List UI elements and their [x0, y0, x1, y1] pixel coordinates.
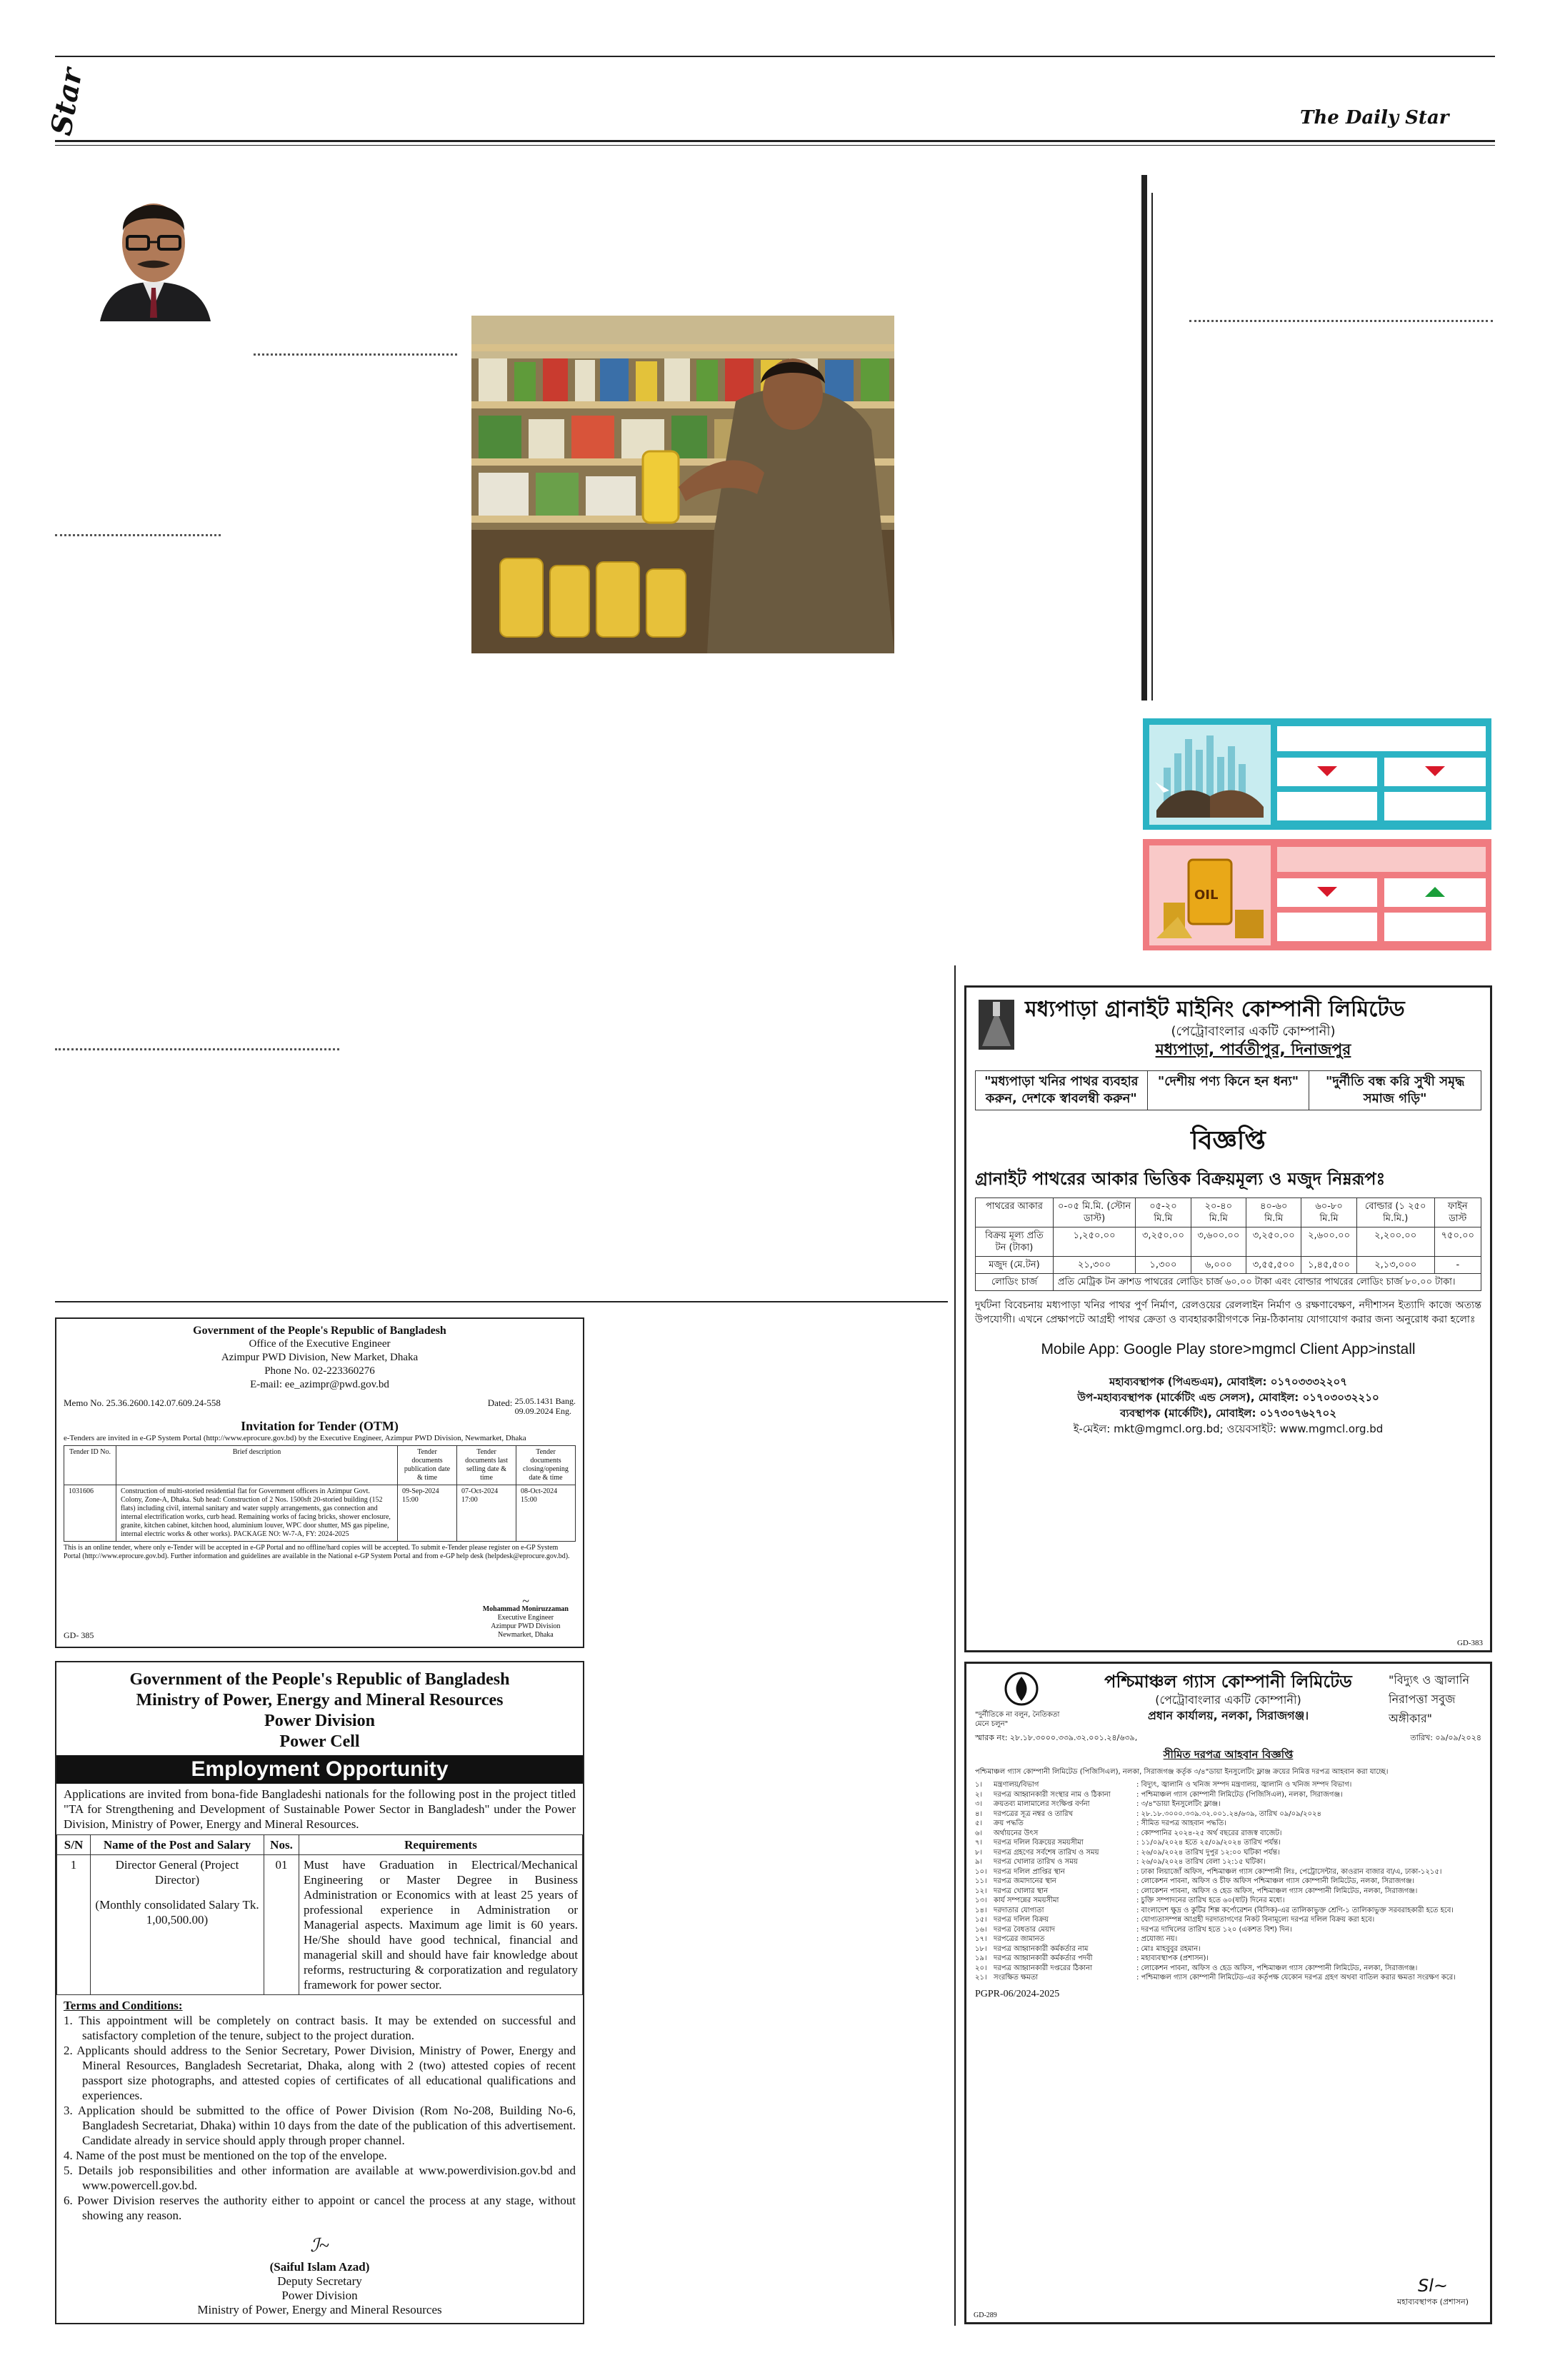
item-number: ১৪।: [975, 1906, 987, 1914]
item-label: দরপত্র খোলার স্থান: [994, 1887, 1049, 1895]
table-row: [64, 1485, 576, 1542]
table-header: Nos.: [264, 1835, 299, 1855]
masthead-rule-2: [55, 145, 1495, 146]
list-item: [975, 1809, 1481, 1819]
ad-code: GD-383: [1456, 1639, 1483, 1647]
list-item: [975, 1838, 1481, 1848]
dotted-rule: [55, 1048, 339, 1050]
item-value: : মোঃ মাহবুবুর রহমান।: [1136, 1944, 1201, 1953]
item-number: ১।: [975, 1781, 983, 1789]
table-cell: Construction of multi-storied residential flat for Government officers in Azimpur Govt. Colony, Zone-A, Dhaka. Sub head: Construction of 2 Nos. 1500sft 20-storied building (152 flats) including civil, internal sanitary and water supply arrangements, gas connection and internal electrification works, curb head. Remaining works of facing bricks, shower enclosure, granite, kitchen cabinet, kitchen hood, aluminium louver, WPC door shutter, MS gas pipeline, internal electric works & other works). PACKAGE NO: W-7-A, FY: 2024-2025: [116, 1485, 398, 1542]
item-value: : কোম্পানির ২০২৪-২৫ অর্থ বছরের রাজস্ব বাজেট।: [1136, 1829, 1282, 1837]
svg-text:OIL: OIL: [1194, 888, 1219, 903]
signer-ministry: Ministry of Power, Energy and Mineral Resources: [197, 2303, 442, 2316]
list-item: [975, 1973, 1481, 1983]
section-rule: [55, 1301, 948, 1302]
pgpr-code: PGPR-06/2024-2025: [975, 1988, 1060, 1999]
table-header: ফাইন ডাস্ট: [1434, 1198, 1481, 1227]
item-label: দরপত্র আহ্বানকারী কর্মকর্তার পদবী: [994, 1954, 1093, 1962]
tender-table: [64, 1445, 576, 1542]
gov-heading: Government of the People's Republic of Bangladesh: [129, 1670, 510, 1689]
row-label: লোডিং চার্জ: [976, 1274, 1054, 1291]
table-cell: ৬,০০০: [1191, 1257, 1246, 1274]
signature: Sl~: [1418, 2276, 1449, 2296]
signature: ~: [521, 1594, 529, 1608]
item-label: দরপত্র দলিল বিক্রয়: [994, 1916, 1049, 1924]
office-line: Office of the Executive Engineer: [249, 1338, 391, 1350]
table-header: Requirements: [299, 1835, 583, 1855]
division-line: Azimpur PWD Division, New Market, Dhaka: [221, 1352, 419, 1363]
list-item: [975, 1829, 1481, 1839]
term-item: 6. Power Division reserves the authority either to appoint or cancel the process at any stage, without showing any reason.: [64, 2194, 576, 2222]
contact-line: ব্যবস্থাপক (মার্কেটিং), মোবাইল: ০১৭৩০৭৬২৭০২: [1120, 1407, 1336, 1420]
item-number: ৫।: [975, 1819, 983, 1827]
company-name: মধ্যপাড়া গ্রানাইট মাইনিং কোম্পানী লিমিটেড: [1025, 997, 1405, 1022]
table-row: [976, 1274, 1481, 1291]
table-header: ০-০৫ মি.মি. (স্টোন ডাস্ট): [1053, 1198, 1135, 1227]
item-value: : চুক্তি সম্পাদনের তারিখ হতে ৬০(ষাট) দিনের মধ্যে।: [1136, 1897, 1285, 1904]
company-address: প্রধান কার্যালয়, নলকা, সিরাজগঞ্জ।: [1147, 1709, 1309, 1722]
notice-body: দুর্ঘটনা বিবেচনায় মধ্যপাড়া খনির পাথর পুর্ণ নির্মাণ, রেলওয়ের রেললাইন নির্মাণ ও রক্ষণাবেক্ষণ, নদীশাসন ইত্যাদি কাজে অত্যন্ত উপযোগী। এখনে প্রেক্ষাপটে আগ্রহী পাথর ক্রেতা ও ব্যবহারকারীগণকে নিম্ন-ঠিকানায় যোগাযোগ করার জন্য অনুরোধ করা হলোঃ: [975, 1300, 1481, 1325]
list-item: [975, 1954, 1481, 1964]
post-table: [56, 1834, 583, 1995]
list-item: [975, 1925, 1481, 1935]
item-number: ১৭।: [975, 1935, 987, 1943]
table-cell: ২১,৩০০: [1053, 1257, 1135, 1274]
item-number: ৯।: [975, 1858, 983, 1866]
ref-no: স্মারক নং: ২৮.১৮.৩০০০.৩৩৯.৩২.০০১.২৪/৬৩৯,: [975, 1733, 1138, 1742]
item-number: ৮।: [975, 1848, 983, 1857]
employment-banner: Employment Opportunity: [56, 1755, 583, 1784]
terms-title: Terms and Conditions:: [64, 1999, 183, 2012]
item-value: : দরপত্র দাখিলের তারিখ হতে ১২০ (একশত বিশ) দিন।: [1136, 1925, 1292, 1934]
table-row: [57, 1855, 583, 1995]
table-row: [976, 1227, 1481, 1257]
email-line: E-mail: ee_azimpr@pwd.gov.bd: [250, 1379, 389, 1390]
grocery-shop-photo-icon: [471, 316, 894, 653]
bull-bear-icon: [1149, 725, 1271, 825]
gas-ad: [964, 1662, 1492, 2324]
commodities-cell: [1277, 913, 1377, 941]
ministry-heading: Ministry of Power, Energy and Mineral Resources: [136, 1691, 504, 1709]
item-value: : ৩/৪"ডায়া ইনসুলেটিং ফ্লাঞ্জ।: [1136, 1800, 1221, 1808]
item-label: দরপত্র আহ্বানকারী কর্মকর্তার নাম: [994, 1944, 1089, 1953]
table-cell: ৭৫০.০০: [1434, 1227, 1481, 1257]
term-item: 4. Name of the post must be mentioned on the top of the envelope.: [64, 2149, 387, 2162]
slogan-table: [975, 1070, 1481, 1110]
table-header: Tender documents last selling date & time: [457, 1446, 516, 1485]
table-cell: 1031606: [64, 1485, 116, 1542]
email-line: ই-মেইল: mkt@mgmcl.org.bd; ওয়েবসাইট: www.mgmcl.org.bd: [1073, 1422, 1384, 1435]
item-number: ১২।: [975, 1887, 987, 1895]
stocks-header: [1277, 726, 1486, 751]
term-item: 3. Application should be submitted to the office of Power Division (Rom No-208, Building No-6, Bangladesh Secretariat, Dhaka) within 10 days from the date of the publication of this advertisement. Candidate already in service should apply through proper channel.: [64, 2104, 576, 2147]
item-value: : যোগ্যতাসম্পন্ন আগ্রহী দরদাতাগণের নিকট বিনামূল্যে দরপত্র দলিল বিক্রয় করা হবে।: [1136, 1916, 1375, 1924]
item-value: : পশ্চিমাঞ্চল গ্যাস কোম্পানী লিমিটেড (পিজিসিএল), নলকা, সিরাজগঞ্জ।: [1136, 1790, 1343, 1799]
mine-logo-icon: [975, 996, 1018, 1053]
table-cell: 07-Oct-2024 17:00: [457, 1485, 516, 1542]
employment-intro: Applications are invited from bona-fide Bangladeshi nationals for the following post in the project titled "TA for Strengthening and Development of Sustainable Power Sector in Bangladesh" under the Power Division, Ministry of Power, Energy and Mineral Resources.: [64, 1787, 576, 1831]
item-number: ১৩।: [975, 1897, 987, 1904]
table-cell: ৩,৬০০.০০: [1191, 1227, 1246, 1257]
item-label: মন্ত্রণালয়/বিভাগ: [994, 1781, 1039, 1789]
list-item: [975, 1906, 1481, 1916]
item-number: ১৮।: [975, 1944, 987, 1953]
list-item: [975, 1944, 1481, 1954]
masthead-rule-1: [55, 140, 1495, 142]
ad-code: GD- 385: [64, 1630, 94, 1640]
item-number: ৬।: [975, 1829, 983, 1837]
table-header: ৬০-৮০ মি.মি: [1301, 1198, 1356, 1227]
item-label: দরপত্র জমাদানের স্থান: [994, 1877, 1056, 1885]
post-salary: (Monthly consolidated Salary Tk. 1,00,500.00): [95, 1898, 259, 1927]
item-label: দরপত্র গ্রহণের সর্বশেষ তারিখ ও সময়: [994, 1848, 1099, 1857]
table-cell: 1: [57, 1855, 91, 1995]
company-name: পশ্চিমাঞ্চল গ্যাস কোম্পানী লিমিটেড: [1104, 1672, 1352, 1692]
cell-heading: Power Cell: [279, 1732, 360, 1751]
stocks-cell: [1277, 792, 1377, 820]
item-label: দরপত্র আহ্বানকারী সংস্থার নাম ও ঠিকানা: [994, 1790, 1111, 1799]
item-label: দরপত্র বৈধতার মেয়াদ: [994, 1925, 1056, 1934]
table-cell: ১,৩০০: [1136, 1257, 1191, 1274]
signature: ℐ~: [310, 2235, 329, 2256]
down-arrow-icon: [1425, 766, 1445, 776]
column-rule: [1141, 175, 1147, 701]
signer-office: Azimpur PWD Division: [491, 1622, 561, 1630]
item-value: : সীমিত দরপত্র আহবান পদ্ধতি।: [1136, 1819, 1226, 1827]
column-rule-thin: [1151, 193, 1153, 701]
company-address: মধ্যপাড়া, পার্বতীপুর, দিনাজপুর: [1155, 1041, 1351, 1059]
gov-heading: Government of the People's Republic of Bangladesh: [193, 1325, 446, 1337]
notice-title: সীমিত দরপত্র আহবান বিজ্ঞপ্তি: [1163, 1748, 1294, 1761]
mobile-app-line: Mobile App: Google Play store>mgmcl Client App>install: [1041, 1341, 1416, 1357]
item-value: : ১১/০৯/২০২৪ হতে ২৫/০৯/২০২৪ তারিখ পর্যন্ত।: [1136, 1839, 1281, 1847]
notice-title: বিজ্ঞপ্তি: [1191, 1126, 1266, 1155]
tender-title: Invitation for Tender (OTM): [241, 1419, 399, 1433]
table-row: [976, 1257, 1481, 1274]
list-item: [975, 1896, 1481, 1906]
table-header: ২০-৪০ মি.মি: [1191, 1198, 1246, 1227]
item-number: ১৯।: [975, 1954, 987, 1962]
table-header: Name of the Post and Salary: [91, 1835, 264, 1855]
item-label: অর্থায়নের উৎস: [994, 1829, 1039, 1837]
slogan-left: "দুর্নীতিকে না বলুন, নৈতিকতা মেনে চলুন": [975, 1711, 1060, 1728]
granite-ad: [964, 985, 1492, 1652]
table-cell: ২,৬০০.০০: [1301, 1227, 1356, 1257]
signer-title: মহাব্যবস্থাপক (প্রশাসন): [1397, 2297, 1469, 2306]
signer-title: Deputy Secretary: [277, 2274, 362, 2288]
table-cell: প্রতি মেট্রিক টন ক্রাশড পাথরের লোডিং চার্জ ৬০.০০ টাকা এবং বোল্ডার পাথরের লোডিং চার্জ ৮০.০০ টাকা।: [1053, 1274, 1481, 1291]
table-cell: ২,১৩,০০০: [1356, 1257, 1434, 1274]
list-item: [975, 1848, 1481, 1858]
phone-line: Phone No. 02-223360276: [264, 1365, 375, 1377]
ref-date: তারিখ: ০৯/০৯/২০২৪: [1410, 1733, 1481, 1742]
tender-items: [975, 1780, 1481, 1983]
tender-ad-otm: [55, 1317, 584, 1648]
term-item: 2. Applicants should address to the Senior Secretary, Power Division, Ministry of Power, Energy and Mineral Resources, Bangladesh Secretariat, Dhaka, along with 2 (two) attested copies of recent passport size photographs, and attested copies of certificates of all educational qualifications and experiences.: [64, 2044, 576, 2102]
item-label: দরপত্র আহ্বানকারী দপ্তরের ঠিকানা: [994, 1964, 1093, 1972]
item-value: : বিদ্যুৎ, জ্বালানি ও খনিজ সম্পদ মন্ত্রণালয়, জ্বালানি ও খনিজ সম্পদ বিভাগ।: [1136, 1781, 1352, 1789]
company-sub: (পেট্রোবাংলার একটি কোম্পানী): [1171, 1024, 1336, 1039]
list-item: [975, 1964, 1481, 1974]
employment-ad: [55, 1661, 584, 2324]
signer-name: (Saiful Islam Azad): [269, 2260, 370, 2274]
list-item: [975, 1934, 1481, 1944]
notice-intro: পশ্চিমাঞ্চল গ্যাস কোম্পানী লিমিটেড (পিজিসিএল), নলকা, সিরাজগঞ্জ কর্তৃক ৩/৪"ডায়া ইনসুলেটিং ফ্লাঞ্জ ক্রয়ের নিমিত্ত দরপত্র আহবান করা যাচ্ছে।: [975, 1768, 1389, 1776]
table-header: ০৫-২০ মি.মি: [1136, 1198, 1191, 1227]
item-value: : পশ্চিমাঞ্চল গ্যাস কোম্পানী লিমিটেড-এর কর্তৃপক্ষ যেকোন দরপত্র গ্রহণ অথবা বাতিল করার ক্ষমতা সংরক্ষণ করে।: [1136, 1974, 1456, 1982]
ad-code: GD-289: [974, 2311, 997, 2319]
item-value: : লোকেশন পাবনা, অফিস ও চীফ অফিস পশ্চিমাঞ্চল গ্যাস কোম্পানী লিমিটেড, নলকা, সিরাজগঞ্জ।: [1136, 1877, 1415, 1885]
price-table: [975, 1197, 1481, 1291]
table-cell: ৩,২৫০.০০: [1246, 1227, 1301, 1257]
slogan: "মধ্যপাড়া খনির পাথর ব্যবহার করুন, দেশকে স্বাবলম্বী করুন": [976, 1071, 1148, 1110]
post-name: Director General (Project Director): [115, 1858, 239, 1887]
star-logo: Star: [44, 66, 89, 139]
item-label: দরপত্রের সূত্র নম্বর ও তারিখ: [994, 1809, 1074, 1818]
commodities-card: [1143, 839, 1491, 950]
columnist-portrait: [86, 175, 221, 321]
signer-place: Newmarket, Dhaka: [497, 1631, 554, 1639]
list-item: [975, 1887, 1481, 1897]
table-header: S/N: [57, 1835, 91, 1855]
list-item: [975, 1877, 1481, 1887]
slogan-right: "বিদ্যুৎ ও জ্বালানি নিরাপত্তা সবুজ অঙ্গীকার": [1389, 1673, 1469, 1725]
table-header: ৪০-৬০ মি.মি: [1246, 1198, 1301, 1227]
stocks-card: [1143, 718, 1491, 830]
up-arrow-icon: [1425, 887, 1445, 897]
list-item: [975, 1790, 1481, 1800]
slogan: "দুর্নীতি বন্ধ করি সুখী সমৃদ্ধ সমাজ গড়ি": [1309, 1071, 1481, 1110]
item-number: ২।: [975, 1790, 983, 1799]
signer-name: Mohammad Moniruzzaman: [482, 1605, 569, 1613]
table-cell: 01: [264, 1855, 299, 1995]
ad-column-rule: [954, 965, 956, 2326]
top-rule: [55, 56, 1495, 57]
item-label: দরপত্র দলিল প্রাপ্তির স্থান: [994, 1867, 1065, 1876]
signer-division: Power Division: [281, 2289, 358, 2302]
item-value: : ঢাকা লিয়াজোঁ অফিস, পশ্চিমাঞ্চল গ্যাস কোম্পানী লিঃ, পেট্রোসেন্টার, কাওরান বাজার বা/এ, ঢাকা-১২১৫।: [1136, 1867, 1442, 1876]
notice-subtitle: গ্রানাইট পাথরের আকার ভিত্তিক বিক্রয়মূল্য ও মজুদ নিম্নরূপঃ: [975, 1169, 1386, 1189]
oil-gold-icon: [1149, 845, 1271, 945]
item-value: : বাংলাদেশ ক্ষুদ্র ও কুটির শিল্প কর্পোরেশন (বিসিক)-এর তালিকাভুক্ত শ্রেণি-১ তালিকাভুক্ত সরবরাহকারী হতে হবে।: [1136, 1906, 1454, 1914]
table-cell: 09-Sep-2024 15:00: [398, 1485, 457, 1542]
item-number: ২০।: [975, 1964, 987, 1972]
table-header: Brief description: [116, 1446, 398, 1485]
table-header: Tender ID No.: [64, 1446, 116, 1485]
gas-logo-icon: [1004, 1671, 1039, 1707]
term-item: 5. Details job responsibilities and other information are available at www.powerdivision.gov.bd and www.powercell.gov.bd.: [64, 2164, 576, 2192]
commodities-header: [1277, 847, 1486, 872]
tender-note: This is an online tender, where only e-Tender will be accepted in e-GP Portal and no offline/hard copies will be accepted. To submit e-Tender please register on e-GP System Portal (http://www.eprocure.gov.bd). Further information and guidelines are available in the National e-GP System Portal and from e-GP help desk (helpdesk@eprocure.gov.bd).: [64, 1544, 570, 1560]
item-label: সংরক্ষিত ক্ষমতা: [994, 1974, 1039, 1982]
list-item: [975, 1780, 1481, 1790]
table-cell: ২,২০০.০০: [1356, 1227, 1434, 1257]
dotted-rule: [1189, 320, 1493, 322]
list-item: [975, 1799, 1481, 1809]
contact-line: উপ-মহাব্যবস্থাপক (মার্কেটিং এন্ড সেলস), মোবাইল: ০১৭০৩০৩২২১০: [1077, 1391, 1379, 1404]
item-value: : লোকেশন পাবনা, অফিস ও হেড অফিস, পশ্চিমাঞ্চল গ্যাস কোম্পানী লিমিটেড, নলকা, সিরাজগঞ্জ।: [1136, 1887, 1418, 1895]
list-item: [975, 1819, 1481, 1829]
down-arrow-icon: [1317, 887, 1337, 897]
item-number: ১৬।: [975, 1925, 987, 1934]
daily-star-logo: The Daily Star: [1300, 107, 1449, 129]
table-cell: -: [1434, 1257, 1481, 1274]
item-number: ৩।: [975, 1800, 983, 1808]
dated-en: 09.09.2024 Eng.: [514, 1406, 571, 1416]
list-item: [975, 1857, 1481, 1867]
table-header: বোল্ডার (১ ২৫০ মি.মি.): [1356, 1198, 1434, 1227]
table-header: Tender documents publication date & time: [398, 1446, 457, 1485]
table-cell: ৩,২৫০.০০: [1136, 1227, 1191, 1257]
contact-line: মহাব্যবস্থাপক (পিএন্ডএম), মোবাইল: ০১৭০৩৩৩২২০৭: [1109, 1375, 1347, 1388]
row-label: বিক্রয় মূল্য প্রতি টন (টাকা): [976, 1227, 1054, 1257]
item-label: দরপত্র দলিল বিক্রয়ের সময়সীমা: [994, 1839, 1084, 1847]
item-label: ক্রয়তব্য মালামালের সংক্ষিপ্ত বর্ণনা: [994, 1800, 1090, 1808]
table-cell: 08-Oct-2024 15:00: [516, 1485, 576, 1542]
item-number: ২১।: [975, 1974, 987, 1982]
item-value: : প্রযোজ্য নয়।: [1136, 1935, 1178, 1943]
item-value: : মহাব্যবস্থাপক (প্রশাসন)।: [1136, 1954, 1209, 1962]
item-label: দরপত্রের জামানত: [994, 1935, 1045, 1943]
commodities-cell: [1384, 913, 1486, 941]
item-number: ১১।: [975, 1877, 987, 1885]
term-item: 1. This appointment will be completely on contract basis. It may be extended on successful and satisfactory completion of the tenure, subject to the project duration.: [64, 2014, 576, 2042]
item-value: : ২৬/০৯/২০২৪ তারিখ দুপুর ১২:০০ ঘটিকা পর্যন্ত।: [1136, 1848, 1280, 1857]
slogan: "দেশীয় পণ্য কিনে হন ধন্য": [1147, 1071, 1309, 1110]
dated-label: Dated:: [487, 1397, 513, 1408]
grocery-shop-photo: [471, 316, 894, 653]
list-item: [975, 1915, 1481, 1925]
table-header: Tender documents closing/opening date & time: [516, 1446, 576, 1485]
item-label: ক্রয় পদ্ধতি: [994, 1819, 1024, 1827]
item-label: দরদাতার যোগ্যতা: [994, 1906, 1044, 1914]
signer-title: Executive Engineer: [497, 1614, 554, 1622]
item-label: কার্য সম্পন্নের সময়সীমা: [994, 1897, 1059, 1904]
memo-no: Memo No. 25.36.2600.142.07.609.24-558: [64, 1397, 221, 1408]
stocks-cell: [1384, 792, 1486, 820]
dotted-rule: [55, 534, 221, 536]
row-label: মজুদ (মে.টন): [976, 1257, 1054, 1274]
table-cell: ১,২৫০.০০: [1053, 1227, 1135, 1257]
item-number: ১৫।: [975, 1916, 987, 1924]
table-cell: ৩,৫৫,৫০০: [1246, 1257, 1301, 1274]
down-arrow-icon: [1317, 766, 1337, 776]
dotted-rule: [254, 353, 457, 356]
item-value: : লোকেশন পাবনা, অফিস ও হেড অফিস, পশ্চিমাঞ্চল গ্যাস কোম্পানী লিমিটেড, নলকা, সিরাজগঞ্জ।: [1136, 1964, 1418, 1972]
item-number: ১০।: [975, 1867, 987, 1876]
division-heading: Power Division: [264, 1712, 375, 1730]
tender-intro: e-Tenders are invited in e-GP System Portal (http://www.eprocure.gov.bd) by the Executive Engineer, Azimpur PWD Division, Newmarket, Dhaka: [64, 1434, 526, 1442]
item-number: ৪।: [975, 1809, 983, 1818]
company-sub: (পেট্রোবাংলার একটি কোম্পানী): [1155, 1693, 1301, 1707]
table-header: পাথরের আকার: [976, 1198, 1054, 1227]
dated-bn: 25.05.1431 Bang.: [514, 1396, 576, 1406]
table-cell: ১,৪৫,৫০০: [1301, 1257, 1356, 1274]
item-label: দরপত্র খোলার তারিখ ও সময়: [994, 1858, 1078, 1866]
item-value: : ২৬/০৯/২০২৪ তারিখ বেলা ১২:১৫ ঘটিকা।: [1136, 1858, 1266, 1866]
item-value: : ২৮.১৮.৩০০০.৩৩৯.৩২.০০১.২৪/৬৩৯, তারিখ ০৯/০৯/২০২৪: [1136, 1809, 1322, 1818]
item-number: ৭।: [975, 1839, 983, 1847]
columnist-portrait-icon: [86, 175, 221, 321]
list-item: [975, 1867, 1481, 1877]
table-cell: Must have Graduation in Electrical/Mechanical Engineering or Master Degree in Business Administration or Economics with at least 25 years of professional experience in Administration or Managerial aspects. Maximum age limit is 60 years. He/She should have good technical, financial and managerial skill and should have fair knowledge about reforms, restructuring & corporatization and regulatory framework for power sector.: [299, 1855, 583, 1995]
